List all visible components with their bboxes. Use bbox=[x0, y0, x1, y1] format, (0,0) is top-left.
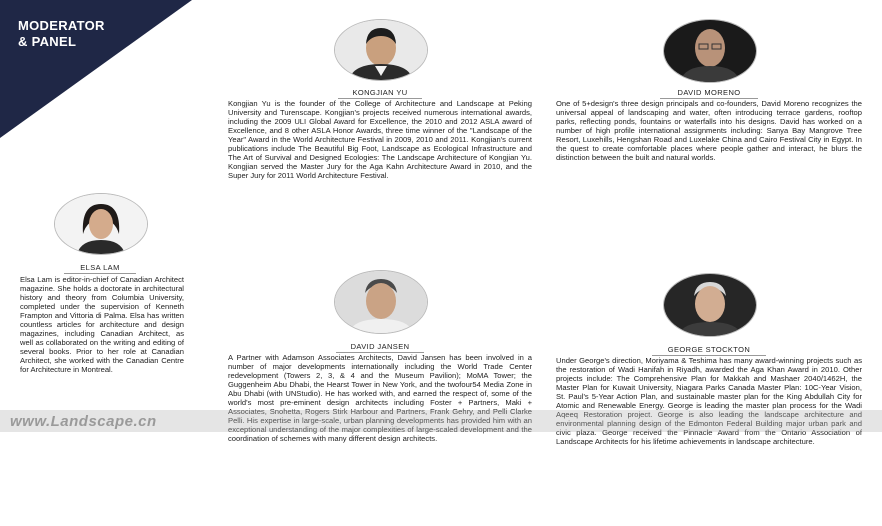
watermark-text: www.Landscape.cn bbox=[10, 413, 157, 430]
elsa-lam-photo bbox=[54, 193, 148, 255]
george-stockton-name: GEORGE STOCKTON bbox=[652, 345, 766, 356]
elsa-lam-bio: Elsa Lam is editor-in-chief of Canadian Architect magazine. She holds a doctorate in architectural history and theory from Columbia University, completed under the supervision of Kenneth Frampton and Vittoria di Palma. Elsa has written countless articles for architecture and design magazines, including Canadian Architect, as well as collaborated on the writing and editing of several books. Prior to her role at Canadian Architect, she worked with the Canadian Centre for Architecture in Montreal. bbox=[20, 275, 184, 374]
kongjian-yu-name: KONGJIAN YU bbox=[338, 88, 422, 99]
elsa-lam-name: ELSA LAM bbox=[64, 263, 136, 274]
kongjian-yu-photo bbox=[334, 19, 428, 81]
section-title-line-1: MODERATOR bbox=[18, 18, 105, 33]
george-stockton-bio: Under George's direction, Moriyama & Teshima has many award-winning projects such as the restoration of Wadi Hanifah in Riyadh, awarded the Aga Khan Award in 2010. Other projects include: The Comprehensive Plan for Makkah and Mashaer 2040/1462H, the Master Plan for Kuwait University, Niagara Parks Canada Master Plan: 10C-Year Vision, St. Paul's 5-Year Action Plan, and sustainable master plan for the King Abdullah City for Atomic and Renewable Energy. George is leading the master plan process for the Wadi Aqeeq Restoration project. George is also leading the landscape architecture and environmental planning design of the Edmonton Federal Building major urban park and civic plaza. George received the Pinnacle Award from the Ontario Association of Landscape Architects for his lifetime achievements in landscape architecture. bbox=[556, 356, 862, 446]
david-moreno-name: DAVID MORENO bbox=[660, 88, 758, 99]
david-moreno-photo bbox=[663, 19, 757, 83]
david-jansen-name: DAVID JANSEN bbox=[336, 342, 424, 353]
george-stockton-photo bbox=[663, 273, 757, 337]
section-title bbox=[18, 18, 105, 50]
kongjian-yu-bio: Kongjian Yu is the founder of the College of Architecture and Landscape at Peking University and Turenscape. Kongjian's projects received numerous international awards, including the 2009 ULI Global Award for Excellence, the 2010 and 2012 ASLA award of Excellence, and 8 other ASLA Honor Awards, three time winner of the "Landscape of the Year" Award in the World Architecture Festival in 2009, 2010 and 2011. Kongjian's current publications include The Beautiful Big Foot, Landscape as Ecological Infrastructure and The Art of Survival and Designed Ecologies: The Landscape Architecture of Kongjian Yu. Kongjian served the Master Jury for the Aga Kahn Architecture Award in 2010, and the Super Jury for 2011 World Architecture Festival. bbox=[228, 99, 532, 180]
david-moreno-bio: One of 5+design's three design principals and co-founders, David Moreno recognizes the universal appeal of landscaping and water, often introducing terrace gardens, rooftop parks, reflecting ponds, fountains or waterfalls into his designs. David has worked on a number of high profile international assignments including: Sanya Bay Mangrove Tree Resort, Luxehills, Hengshan Road and Luxelake China and Cairo Festival City in Egypt. In the quest to create comfortable places where people gather and interact, he blurs the distinction between the built and natural worlds. bbox=[556, 99, 862, 162]
david-jansen-photo bbox=[334, 270, 428, 334]
section-title-line-2: & PANEL bbox=[18, 34, 77, 49]
david-jansen-bio: A Partner with Adamson Associates Architects, David Jansen has been involved in a number of major developments internationally including the World Trade Center redevelopment (Towers 2, 3, & 4 and the Museum Pavilion); MoMA Tower; the Guggenheim Abu Dhabi, the Hearst Tower in New York, and the twofour54 Media Zone in Abu Dhabi (with UNStudio). He has worked with, and earned the respect of, some of the world's most pre-eminent design architects including Foster + Partners, Maki + Associates, Snohetta, Rogers Stirk Harbour and Partners, Frank Gehry, and Pelli Clarke Pelli. His expertise in large-scale, urban planning developments has provided him with an exceptional understanding of the major complexities of large-scaled development and the coordination of schemes with many different design architects. bbox=[228, 353, 532, 443]
